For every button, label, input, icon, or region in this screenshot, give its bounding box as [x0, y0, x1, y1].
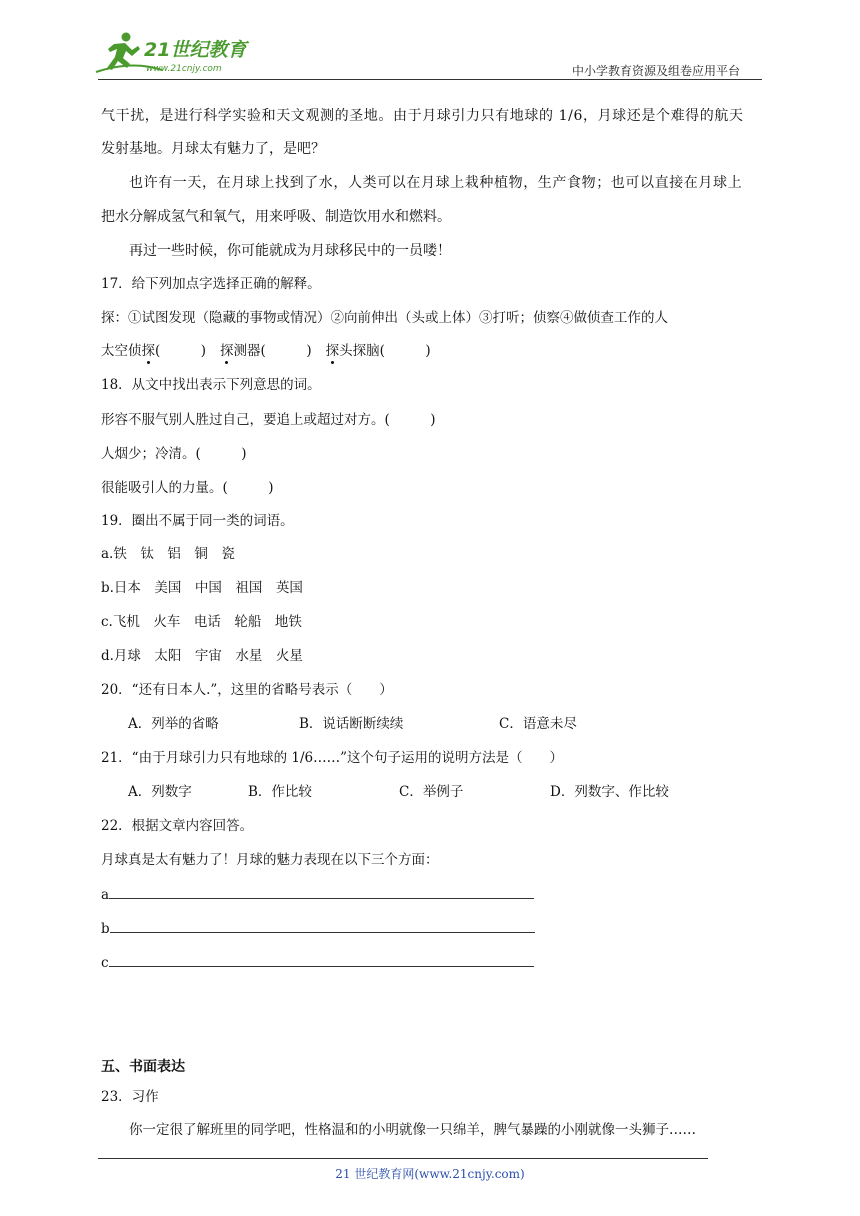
q19-option-d: d.月球 太阳 宇宙 水星 火星 [101, 648, 303, 664]
q21-title: 21．“由于月球引力只有地球的 1/6……”这个句子运用的说明方法是（ ） [101, 750, 563, 766]
passage-line-1: 气干扰，是进行科学实验和天文观测的圣地。由于月球引力只有地球的 1/6，月球还是个难得的航天 [101, 108, 744, 124]
q18-title: 18．从文中找出表示下列意思的词。 [101, 377, 321, 393]
q23-title: 23．习作 [101, 1089, 159, 1105]
q20-option-b: B．说话断断续续 [299, 716, 404, 732]
q22-answer-c: c [101, 952, 534, 973]
q21-option-c: C．举例子 [399, 784, 464, 800]
page-header [0, 0, 860, 82]
q22-prompt: 月球真是太有魅力了！月球的魅力表现在以下三个方面： [101, 852, 439, 868]
footer-divider [98, 1158, 708, 1159]
q18-line-1: 形容不服气别人胜过自己，要追上或超过对方。( ) [101, 412, 436, 428]
q19-option-c: c.飞机 火车 电话 轮船 地铁 [101, 614, 302, 630]
q23-prompt: 你一定很了解班里的同学吧，性格温和的小明就像一只绵羊，脾气暴躁的小刚就像一头狮子…… [129, 1122, 696, 1138]
answer-blank-c[interactable] [109, 952, 534, 967]
passage-line-3: 也许有一天，在月球上找到了水，人类可以在月球上栽种植物，生产食物；也可以直接在月球上 [129, 175, 743, 191]
q17-item-3: 探头探脑( ) [325, 343, 431, 359]
answer-blank-a[interactable] [109, 884, 534, 899]
q21-option-a: A．列数字 [128, 784, 192, 800]
section-5-title: 五、书面表达 [101, 1059, 185, 1075]
svg-text:21世纪教育: 21世纪教育 [144, 39, 247, 61]
q22-answer-a: a [101, 884, 534, 905]
q19-option-a: a.铁 钛 铝 铜 瓷 [101, 546, 235, 562]
svg-text:www.21cnjy.com: www.21cnjy.com [146, 64, 222, 74]
q20-option-c: C．语意未尽 [499, 716, 577, 732]
runner-logo-icon [92, 30, 262, 76]
q18-line-3: 很能吸引人的力量。( ) [101, 480, 274, 496]
answer-blank-b[interactable] [110, 918, 535, 933]
q21-option-b: B．作比较 [248, 784, 312, 800]
q17-title: 17．给下列加点字选择正确的解释。 [101, 276, 321, 292]
q20-title: 20．“还有日本人.”，这里的省略号表示（ ） [101, 682, 393, 698]
passage-line-4: 把水分解成氢气和氧气，用来呼吸、制造饮用水和燃料。 [101, 209, 451, 225]
site-logo [92, 30, 262, 76]
passage-line-2: 发射基地。月球太有魅力了，是吧？ [101, 141, 325, 157]
q17-items [101, 341, 431, 361]
q18-line-2: 人烟少；冷清。( ) [101, 446, 247, 462]
q22-title: 22．根据文章内容回答。 [101, 818, 254, 834]
header-divider [98, 79, 762, 80]
footer-text: 21 世纪教育网(www.21cnjy.com) [335, 1167, 525, 1181]
q17-item-2: 探测器( ) [220, 343, 312, 359]
q21-option-d: D．列数字、作比较 [550, 784, 669, 800]
q20-option-a: A．列举的省略 [128, 716, 219, 732]
q19-title: 19．圈出不属于同一类的词语。 [101, 513, 294, 529]
q22-answer-b: b [101, 918, 535, 939]
q17-definition: 探：①试图发现（隐藏的事物或情况）②向前伸出（头或上体）③打听；侦察④做侦查工作的人 [101, 310, 668, 326]
q17-item-1: 太空侦探( ) [101, 343, 207, 359]
q19-option-b: b.日本 美国 中国 祖国 英国 [101, 580, 303, 596]
platform-name: 中小学教育资源及组卷应用平台 [572, 64, 741, 78]
passage-line-5: 再过一些时候，你可能就成为月球移民中的一员喽！ [129, 243, 451, 259]
